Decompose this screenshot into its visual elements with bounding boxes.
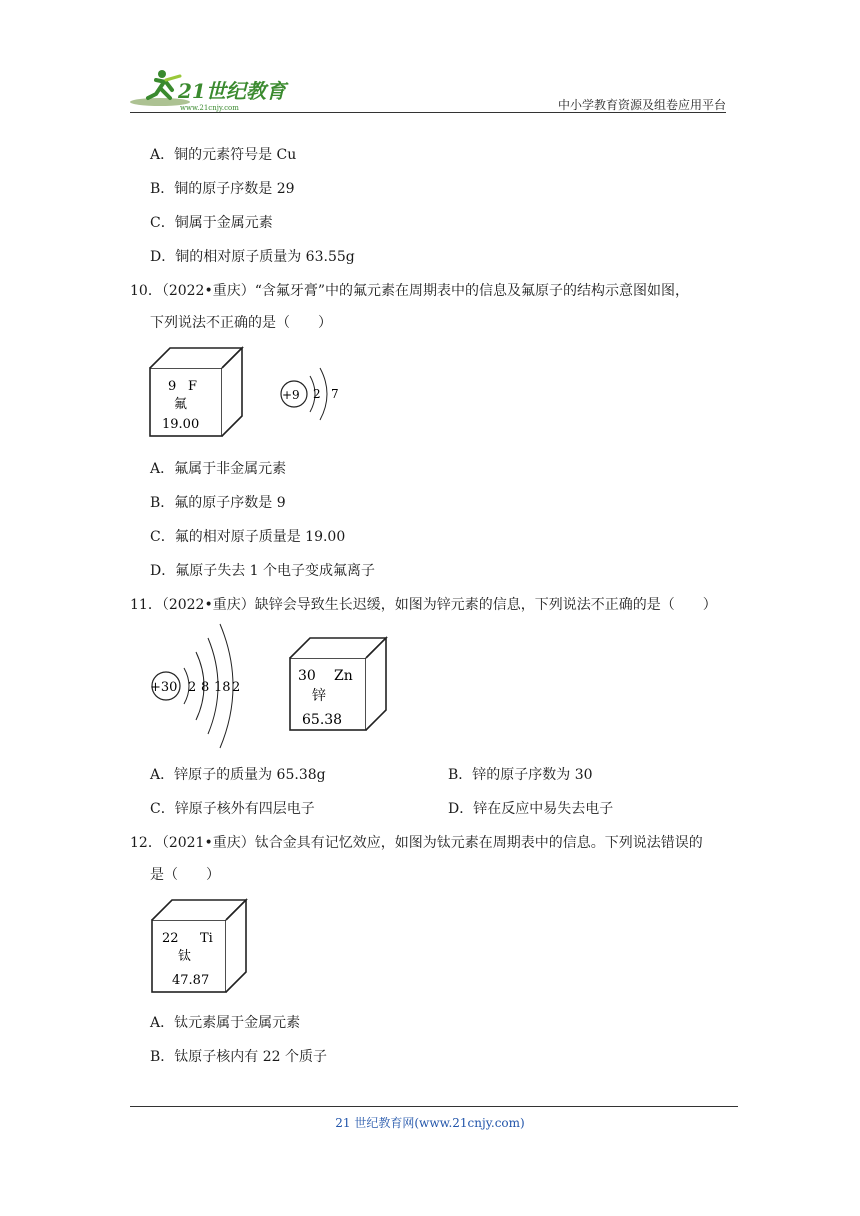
q10-option-b: B．氟的原子序数是 9 [150,495,286,511]
footer-link[interactable]: 21 世纪教育网(www.21cnjy.com) [335,1116,525,1130]
q11-atom-diagram [146,620,246,752]
q11-shell-2: 8 [201,680,210,695]
q12-stem-line1: 12．（2021•重庆）钛合金具有记忆效应，如图为钛元素在周期表中的信息。下列说法错误的 [130,835,703,851]
q9-option-d: D．铜的相对原子质量为 63.55g [150,249,355,265]
q11-element-symbol: Zn [334,668,353,684]
q12-element-card [150,898,250,994]
q10-atomic-number: 9 [168,379,177,394]
footer-divider [130,1106,738,1107]
logo [126,64,296,114]
q11-element-card [288,636,388,732]
q11-stem-line1: 11．（2022•重庆）缺锌会导致生长迟缓，如图为锌元素的信息，下列说法不正确的是（ ） [130,597,717,613]
q10-element-name: 氟 [174,397,188,412]
logo-url: www.21cnjy.com [180,104,239,112]
q11-shell-4: 2 [232,680,241,695]
q10-shell-2: 7 [331,387,339,401]
q9-option-c: C．铜属于金属元素 [150,215,273,231]
q12-atomic-mass: 47.87 [172,973,210,988]
q11-nucleus: +30 [150,680,178,695]
q11-option-d: D．锌在反应中易失去电子 [448,801,614,817]
q11-option-a: A．锌原子的质量为 65.38g [150,767,326,783]
q11-atomic-number: 30 [298,668,316,684]
q10-option-d: D．氟原子失去 1 个电子变成氟离子 [150,563,376,579]
q11-option-b: B．锌的原子序数为 30 [448,767,593,783]
logo-text: 21世纪教育 [178,79,286,103]
q10-option-a: A．氟属于非金属元素 [150,461,287,477]
q11-atomic-mass: 65.38 [302,712,343,728]
q10-atomic-mass: 19.00 [162,417,200,432]
q10-option-c: C．氟的相对原子质量是 19.00 [150,529,346,545]
q12-stem-line2: 是（ ） [150,867,220,883]
q10-stem-line1: 10．（2022•重庆）“含氟牙膏”中的氟元素在周期表中的信息及氟原子的结构示意图如图， [130,283,690,299]
q10-atom-diagram [276,362,356,432]
q9-option-a: A．铜的元素符号是 Cu [150,147,297,163]
q12-option-b: B．钛原子核内有 22 个质子 [150,1049,328,1065]
q10-nucleus: +9 [282,388,300,402]
q10-stem-line2: 下列说法不正确的是（ ） [150,315,332,331]
page-header [126,62,726,118]
header-divider [130,112,726,113]
q11-shell-1: 2 [188,680,197,695]
q12-atomic-number: 22 [162,931,179,946]
q12-option-a: A．钛元素属于金属元素 [150,1015,301,1031]
platform-title: 中小学教育资源及组卷应用平台 [557,98,726,112]
q11-element-name: 锌 [312,688,326,704]
q10-element-symbol: F [188,379,198,394]
q12-element-name: 钛 [178,949,192,964]
q10-shell-1: 2 [313,387,321,401]
q12-element-symbol: Ti [200,931,213,946]
q11-shell-3: 18 [214,680,231,695]
q9-option-b: B．铜的原子序数是 29 [150,181,295,197]
q10-element-card [148,346,248,438]
q11-option-c: C．锌原子核外有四层电子 [150,801,315,817]
